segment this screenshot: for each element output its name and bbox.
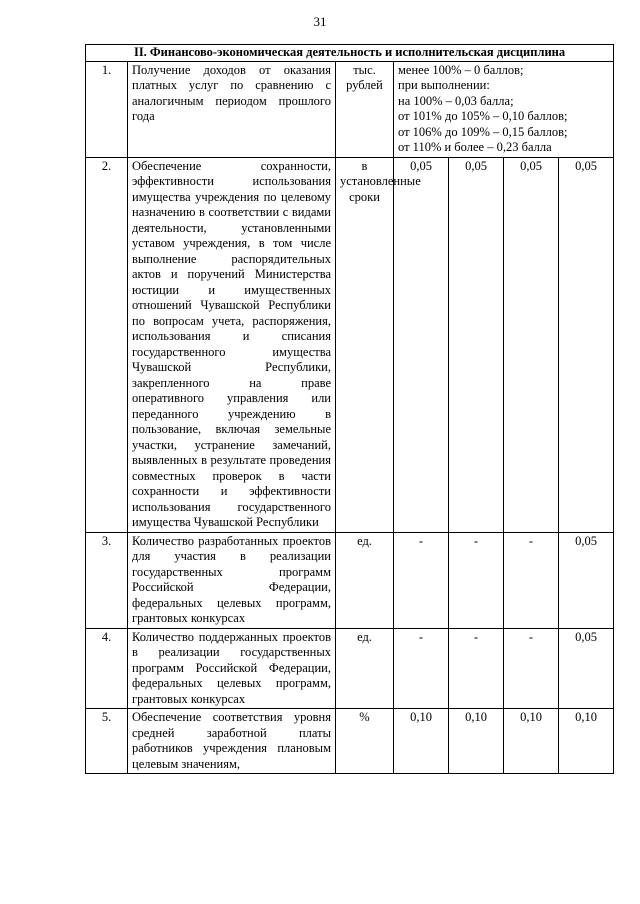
row-score: - <box>449 628 504 709</box>
criteria-line: на 100% – 0,03 балла; <box>398 93 514 108</box>
table-row <box>86 709 614 774</box>
section-title: II. Финансово-экономическая деятельность и исполнительская дисциплина <box>86 45 614 62</box>
criteria-line: менее 100% – 0 баллов; <box>398 62 524 77</box>
row-description: Количество разработанных проектов для участия в реализации государственных программ Российской Федерации, федеральных целевых программ, грантовых конкурсах <box>128 532 336 628</box>
criteria-line: от 101% до 105% – 0,10 баллов; <box>398 109 568 123</box>
row-score: 0,10 <box>394 709 449 774</box>
row-score: - <box>504 532 559 628</box>
table-row <box>86 628 614 709</box>
table-row <box>86 532 614 628</box>
row-number: 1. <box>86 61 128 157</box>
row-score: - <box>394 628 449 709</box>
row-description: Обеспечение соответствия уровня средней заработной платы работников учреждения плановым целевым значениям, <box>128 709 336 774</box>
criteria-table <box>85 44 614 774</box>
row-score: - <box>504 628 559 709</box>
row-criteria <box>394 61 614 157</box>
page-number: 31 <box>313 14 327 29</box>
row-score: 0,10 <box>559 709 614 774</box>
criteria-line: при выполнении: <box>398 78 490 92</box>
section-header-row <box>86 45 614 62</box>
row-score: 0,05 <box>449 157 504 532</box>
row-score: - <box>449 532 504 628</box>
table-row <box>86 157 614 532</box>
row-unit: % <box>336 709 394 774</box>
row-score: 0,05 <box>504 157 559 532</box>
row-unit: в установленные сроки <box>336 157 394 532</box>
row-number: 5. <box>86 709 128 774</box>
row-unit: ед. <box>336 532 394 628</box>
row-score: 0,10 <box>504 709 559 774</box>
criteria-line: от 106% до 109% – 0,15 баллов; <box>398 124 568 139</box>
row-number: 3. <box>86 532 128 628</box>
row-description: Получение доходов от оказания платных услуг по сравнению с аналогичным периодом прошлого года <box>128 61 336 157</box>
row-unit: тыс. рублей <box>336 61 394 157</box>
row-score: 0,05 <box>559 157 614 532</box>
table-row <box>86 61 614 157</box>
row-score: 0,05 <box>559 532 614 628</box>
row-description: Количество поддержанных проектов в реализации государственных программ Российской Федерации, федеральных целевых программ, грантовых конкурсах <box>128 628 336 709</box>
row-score: - <box>394 532 449 628</box>
criteria-line: от 110% и более – 0,23 балла <box>398 140 552 154</box>
row-score: 0,10 <box>449 709 504 774</box>
row-number: 2. <box>86 157 128 532</box>
row-score: 0,05 <box>394 157 449 532</box>
row-number: 4. <box>86 628 128 709</box>
row-unit: ед. <box>336 628 394 709</box>
row-score: 0,05 <box>559 628 614 709</box>
row-description: Обеспечение сохранности, эффективности использования имущества учреждения по целевому назначению в соответствии с видами деятельности, установленными уставом учреждения, в том числе выполнение распорядительных актов и поручений Министерства юстиции и имущественных отношений Чувашской Республики по вопросам учета, распоряжения, использования и списания государственного имущества Чувашской Республики, закрепленного на праве оперативного управления или переданного учреждению в пользование, включая земельные участки, устранение замечаний, выявленных в результате проведения совместных проверок в части сохранности и эффективности использования государственного имущества Чувашской Республики <box>128 157 336 532</box>
